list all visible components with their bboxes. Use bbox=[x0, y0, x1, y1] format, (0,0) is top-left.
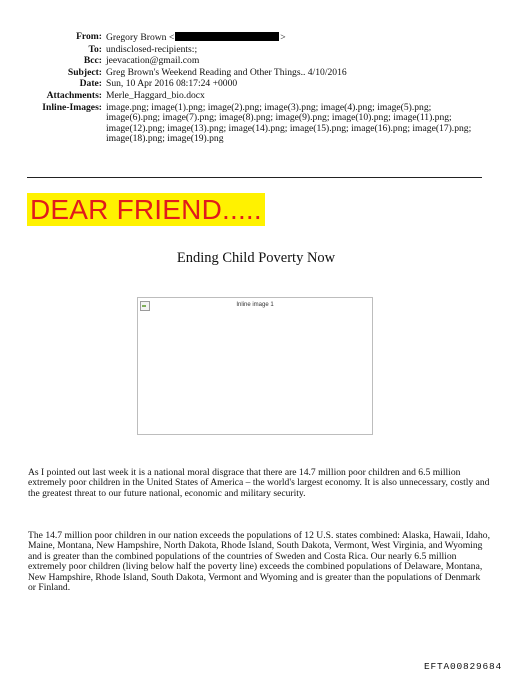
date-row bbox=[0, 79, 512, 90]
to-value: undisclosed-recipients:; bbox=[106, 43, 198, 55]
subject-value: Greg Brown's Weekend Reading and Other Things.. 4/10/2016 bbox=[106, 66, 347, 78]
document-id: EFTA00829684 bbox=[423, 661, 502, 672]
greeting-highlight: DEAR FRIEND..... bbox=[27, 193, 265, 226]
from-name: Gregory Brown < bbox=[106, 32, 175, 43]
to-label: To: bbox=[88, 43, 102, 55]
attachments-row bbox=[0, 91, 512, 102]
redaction-bar bbox=[175, 32, 279, 41]
inline-images-value: image.png; image(1).png; image(2).png; image(3).png; image(4).png; image(5).png; image(6).png; image(7).png; image(8).png; image(9).png; image(10).png; image(11).png; image(12).png; image(13).png; image(14).png; image(15).png; image(16).png; image(17).png; image(18).png; image(19).png bbox=[106, 101, 472, 145]
from-close: > bbox=[280, 32, 286, 43]
bcc-value: jeevacation@gmail.com bbox=[106, 55, 200, 67]
to-row bbox=[0, 45, 512, 56]
inline-image-placeholder bbox=[137, 297, 373, 435]
paragraph-2: The 14.7 million poor children in our nation exceeds the populations of 12 U.S. states combined: Alaska, Hawaii, Idaho, Maine, Montana, New Hampshire, North Dakota, Rhode Island, South Dakota, Vermont, West Virginia, and Wyoming and is greater than the combined populations of the countries of Sweden and Costa Rica. Our nearly 6.5 million extremely poor children (living below half the poverty line) exceeds the combined populations of Delaware, Montana, New Hampshire, Rhode Island, South Dakota, Vermont and Wyoming and is greater than the populations of Denmark or Finland. bbox=[28, 530, 491, 594]
inline-image-caption: Inline image 1 bbox=[236, 302, 274, 308]
from-row bbox=[0, 32, 512, 44]
from-label: From: bbox=[76, 31, 102, 42]
bcc-label: Bcc: bbox=[83, 55, 102, 67]
date-label: Date: bbox=[79, 78, 102, 90]
subject-row bbox=[0, 68, 512, 79]
inline-images-label: Inline-Images: bbox=[42, 101, 102, 113]
bcc-row bbox=[0, 56, 512, 67]
attachments-label: Attachments: bbox=[46, 89, 102, 101]
date-value: Sun, 10 Apr 2016 08:17:24 +0000 bbox=[106, 78, 238, 90]
email-header bbox=[0, 32, 512, 146]
header-divider bbox=[27, 177, 482, 178]
from-value bbox=[106, 32, 484, 44]
attachments-value: Merle_Haggard_bio.docx bbox=[106, 89, 205, 101]
article-title: Ending Child Poverty Now bbox=[176, 250, 336, 266]
subject-label: Subject: bbox=[67, 66, 102, 78]
paragraph-1: As I pointed out last week it is a national moral disgrace that there are 14.7 million poor children and 6.5 million extremely poor children in the United States of America – the world's largest economy. It is also unnecessary, costly and the greatest threat to our future national, economic and military security. bbox=[28, 467, 490, 499]
inline-images-row bbox=[0, 103, 512, 145]
